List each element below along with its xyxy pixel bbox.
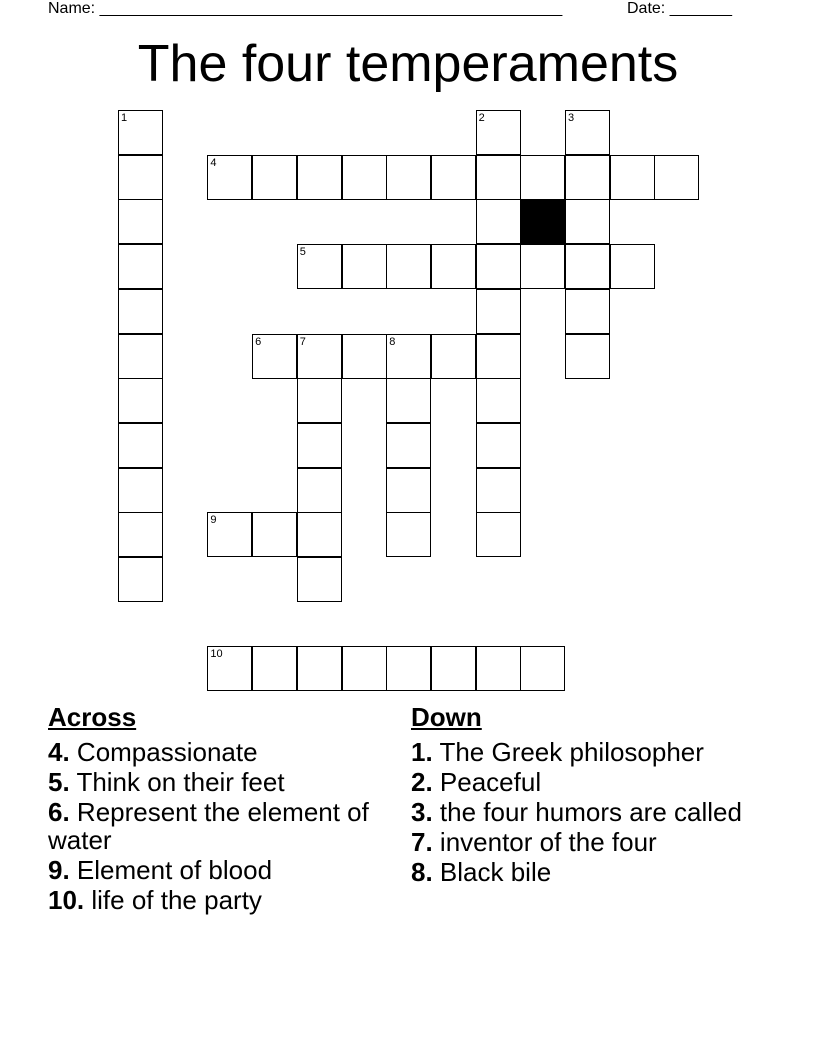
grid-cell[interactable]	[118, 110, 163, 155]
clue-item-number: 9.	[48, 855, 70, 885]
across-clues	[48, 702, 388, 916]
grid-cell[interactable]	[118, 244, 163, 289]
down-heading: Down	[411, 702, 482, 732]
clue-number: 7	[299, 335, 306, 348]
grid-cell[interactable]	[565, 289, 610, 334]
clue-number: 10	[210, 648, 223, 661]
clue-item-number: 10.	[48, 885, 85, 915]
grid-cell[interactable]	[342, 334, 387, 379]
grid-cell[interactable]	[118, 557, 163, 602]
clue-item-text: Black bile	[432, 857, 552, 887]
grid-cell[interactable]	[297, 468, 342, 513]
grid-cell[interactable]	[386, 423, 431, 468]
grid-cell[interactable]	[610, 155, 655, 200]
grid-cell[interactable]	[386, 155, 431, 200]
clue-item	[411, 828, 751, 856]
clue-item-text: Represent the element of water	[48, 797, 369, 855]
clue-item-text: Peaceful	[432, 767, 542, 797]
grid-cell[interactable]	[476, 199, 521, 244]
clue-number: 1	[121, 112, 128, 124]
clue-item	[48, 798, 388, 854]
grid-cell[interactable]	[476, 289, 521, 334]
clue-number: 4	[210, 156, 217, 169]
grid-cell[interactable]	[297, 155, 342, 200]
clue-item-number: 4.	[48, 737, 70, 767]
grid-cell[interactable]	[297, 512, 342, 557]
grid-cell[interactable]	[476, 244, 521, 289]
grid-cell[interactable]	[342, 155, 387, 200]
grid-cell[interactable]	[207, 155, 252, 200]
grid-cell[interactable]	[297, 646, 342, 691]
clue-item-text: The Greek philosopher	[432, 737, 704, 767]
grid-cell[interactable]	[252, 334, 297, 379]
across-clue-list	[48, 738, 388, 914]
clue-item-text: Element of blood	[69, 855, 273, 885]
grid-cell[interactable]	[565, 155, 610, 200]
grid-cell[interactable]	[252, 155, 297, 200]
grid-cell[interactable]	[476, 110, 521, 155]
clue-item-text: life of the party	[84, 885, 262, 915]
grid-cell[interactable]	[431, 334, 476, 379]
clue-item	[411, 768, 751, 796]
grid-cell[interactable]	[297, 423, 342, 468]
grid-cell[interactable]	[342, 646, 387, 691]
grid-cell[interactable]	[654, 155, 699, 200]
across-heading: Across	[48, 702, 137, 732]
clue-number: 6	[255, 335, 262, 348]
grid-cell[interactable]	[386, 378, 431, 423]
clue-item-number: 5.	[48, 767, 70, 797]
clue-item-number: 7.	[411, 827, 433, 857]
grid-cell[interactable]	[565, 199, 610, 244]
grid-cell[interactable]	[118, 199, 163, 244]
clue-item-number: 1.	[411, 737, 433, 767]
grid-cell[interactable]	[297, 378, 342, 423]
grid-cell[interactable]	[476, 423, 521, 468]
grid-cell[interactable]	[520, 646, 565, 691]
grid-cell[interactable]	[431, 244, 476, 289]
grid-cell[interactable]	[476, 378, 521, 423]
clue-number: 5	[299, 246, 306, 259]
date-field-label[interactable]: Date: _______	[627, 0, 732, 17]
grid-cell[interactable]	[565, 110, 610, 155]
grid-cell[interactable]	[342, 244, 387, 289]
grid-cell[interactable]	[565, 334, 610, 379]
grid-cell[interactable]	[118, 289, 163, 334]
clue-number: 8	[389, 335, 396, 348]
clue-item	[48, 738, 388, 766]
grid-cell[interactable]	[386, 512, 431, 557]
clue-item	[411, 798, 751, 826]
grid-cell[interactable]	[207, 646, 252, 691]
grid-cell[interactable]	[297, 244, 342, 289]
grid-cell[interactable]	[118, 334, 163, 379]
grid-cell[interactable]	[252, 512, 297, 557]
grid-cell[interactable]	[297, 557, 342, 602]
grid-cell[interactable]	[386, 468, 431, 513]
grid-cell[interactable]	[520, 244, 565, 289]
grid-cell[interactable]	[476, 512, 521, 557]
grid-cell[interactable]	[118, 512, 163, 557]
clue-item-text: the four humors are called	[432, 797, 742, 827]
grid-cell[interactable]	[565, 244, 610, 289]
clue-item-number: 8.	[411, 857, 433, 887]
clue-item	[411, 738, 751, 766]
clue-item	[48, 856, 388, 884]
clue-number: 3	[568, 112, 575, 124]
grid-cell[interactable]	[386, 334, 431, 379]
grid-cell[interactable]	[476, 155, 521, 200]
clue-item	[48, 886, 388, 914]
grid-cell[interactable]	[386, 646, 431, 691]
clue-item-text: inventor of the four	[432, 827, 657, 857]
name-field-label[interactable]: Name: ____________________________________________________	[48, 0, 563, 17]
grid-cell[interactable]	[386, 244, 431, 289]
grid-block-cell	[520, 199, 565, 244]
grid-cell[interactable]	[297, 334, 342, 379]
grid-cell[interactable]	[118, 155, 163, 200]
grid-cell[interactable]	[118, 423, 163, 468]
clue-item-number: 6.	[48, 797, 70, 827]
grid-cell[interactable]	[207, 512, 252, 557]
grid-cell[interactable]	[431, 155, 476, 200]
clue-number: 2	[478, 112, 485, 124]
clue-item-text: Think on their feet	[69, 767, 285, 797]
down-clue-list	[411, 738, 751, 886]
down-clues	[411, 702, 751, 888]
clue-item	[48, 768, 388, 796]
grid-cell[interactable]	[118, 468, 163, 513]
grid-cell[interactable]	[476, 468, 521, 513]
clue-item-number: 2.	[411, 767, 433, 797]
grid-cell[interactable]	[476, 334, 521, 379]
grid-cell[interactable]	[252, 646, 297, 691]
clue-item-number: 3.	[411, 797, 433, 827]
grid-cell[interactable]	[118, 378, 163, 423]
grid-cell[interactable]	[476, 646, 521, 691]
grid-cell[interactable]	[610, 244, 655, 289]
puzzle-title: The four temperaments	[137, 35, 679, 93]
grid-cell[interactable]	[431, 646, 476, 691]
clue-item	[411, 858, 751, 886]
clue-number: 9	[210, 514, 217, 527]
clue-item-text: Compassionate	[69, 737, 258, 767]
grid-cell[interactable]	[520, 155, 565, 200]
